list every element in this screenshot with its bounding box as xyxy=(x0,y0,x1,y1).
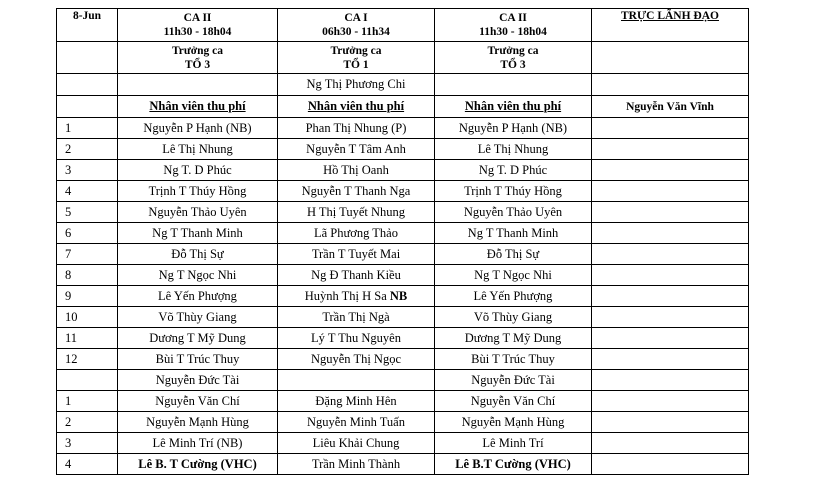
row-number: 8 xyxy=(57,265,118,286)
table-row xyxy=(57,328,749,349)
staff-col3: Lê Yến Phượng xyxy=(435,286,592,307)
staff-col1: Ng T Ngọc Nhi xyxy=(118,265,278,286)
table-row xyxy=(57,160,749,181)
leader-col-blank xyxy=(592,265,749,286)
staff-col2: Ng Đ Thanh Kiều xyxy=(278,265,435,286)
team-col3: Trưởng ca TỔ 3 xyxy=(435,42,592,74)
staff-col2: Đặng Minh Hên xyxy=(278,391,435,412)
leader-col-blank xyxy=(592,181,749,202)
table-row xyxy=(57,202,749,223)
row-number: 2 xyxy=(57,412,118,433)
leader-col-blank xyxy=(592,160,749,181)
leader-col-blank xyxy=(592,118,749,139)
team-row xyxy=(57,42,749,74)
row-number: 5 xyxy=(57,202,118,223)
subheader-col2: Nhân viên thu phí xyxy=(278,96,435,118)
staff-col1: Lê Yến Phượng xyxy=(118,286,278,307)
staff-col3: Trịnh T Thúy Hồng xyxy=(435,181,592,202)
table-row xyxy=(57,454,749,475)
leader-col-blank xyxy=(592,328,749,349)
staff-col3: Lê Thị Nhung xyxy=(435,139,592,160)
staff-col3: Lê B.T Cường (VHC) xyxy=(435,454,592,475)
staff-col3: Bùi T Trúc Thuy xyxy=(435,349,592,370)
staff-col1: Nguyễn Văn Chí xyxy=(118,391,278,412)
leader-name: Nguyễn Văn Vĩnh xyxy=(592,96,749,118)
separator-cell: Nguyễn Đức Tài xyxy=(435,370,592,391)
staff-col3: Nguyễn P Hạnh (NB) xyxy=(435,118,592,139)
row-number: 10 xyxy=(57,307,118,328)
table-row xyxy=(57,412,749,433)
staff-col3: Đỗ Thị Sự xyxy=(435,244,592,265)
row-number: 3 xyxy=(57,433,118,454)
table-row xyxy=(57,307,749,328)
staff-col2: Hồ Thị Oanh xyxy=(278,160,435,181)
table-row xyxy=(57,181,749,202)
staff-col1: Ng T. D Phúc xyxy=(118,160,278,181)
staff-col2: Huỳnh Thị H Sa NB xyxy=(278,286,435,307)
staff-col2: Nguyễn T Thanh Nga xyxy=(278,181,435,202)
table-row xyxy=(57,223,749,244)
subheader-col3: Nhân viên thu phí xyxy=(435,96,592,118)
separator-cell: Nguyễn Đức Tài xyxy=(118,370,278,391)
table-row xyxy=(57,244,749,265)
row-number: 2 xyxy=(57,139,118,160)
extra-name-row xyxy=(57,74,749,96)
leader-col-blank xyxy=(592,223,749,244)
table-row xyxy=(57,118,749,139)
row-number: 1 xyxy=(57,391,118,412)
staff-col3: Ng T Ngọc Nhi xyxy=(435,265,592,286)
staff-col3: Nguyễn Văn Chí xyxy=(435,391,592,412)
staff-col1: Lê Minh Trí (NB) xyxy=(118,433,278,454)
leader-col-blank xyxy=(592,139,749,160)
team-row-leader-blank xyxy=(592,42,749,74)
row-number: 4 xyxy=(57,454,118,475)
extra-name-col2: Ng Thị Phương Chi xyxy=(278,74,435,96)
leader-col-blank xyxy=(592,412,749,433)
row-number: 1 xyxy=(57,118,118,139)
shift-header-col3: CA II 11h30 - 18h04 xyxy=(435,9,592,42)
row-number: 7 xyxy=(57,244,118,265)
team-col2: Trưởng ca TỔ 1 xyxy=(278,42,435,74)
staff-col1: Lê B. T Cường (VHC) xyxy=(118,454,278,475)
row-number: 6 xyxy=(57,223,118,244)
separator-blank xyxy=(592,370,749,391)
staff-col2: Liêu Khải Chung xyxy=(278,433,435,454)
staff-col2: Phan Thị Nhung (P) xyxy=(278,118,435,139)
staff-col2: Trần T Tuyết Mai xyxy=(278,244,435,265)
leader-header: TRỰC LÃNH ĐẠO xyxy=(592,9,749,42)
staff-col1: Bùi T Trúc Thuy xyxy=(118,349,278,370)
team-col1: Trưởng ca TỔ 3 xyxy=(118,42,278,74)
subheader-row xyxy=(57,96,749,118)
staff-col1: Nguyễn Mạnh Hùng xyxy=(118,412,278,433)
staff-col1: Võ Thùy Giang xyxy=(118,307,278,328)
leader-col-blank xyxy=(592,202,749,223)
staff-col1: Lê Thị Nhung xyxy=(118,139,278,160)
leader-col-blank xyxy=(592,454,749,475)
date-cell: 8-Jun xyxy=(57,9,118,42)
header-row xyxy=(57,9,749,42)
shift-header-col2: CA I 06h30 - 11h34 xyxy=(278,9,435,42)
subheader-col1: Nhân viên thu phí xyxy=(118,96,278,118)
row-number: 12 xyxy=(57,349,118,370)
leader-col-blank xyxy=(592,286,749,307)
staff-col2: Nguyễn Thị Ngọc xyxy=(278,349,435,370)
staff-col3: Nguyễn Thảo Uyên xyxy=(435,202,592,223)
staff-col1: Nguyễn P Hạnh (NB) xyxy=(118,118,278,139)
staff-col2: Nguyễn T Tâm Anh xyxy=(278,139,435,160)
separator-blank xyxy=(57,370,118,391)
row-number: 3 xyxy=(57,160,118,181)
staff-col2: Trần Minh Thành xyxy=(278,454,435,475)
staff-col1: Nguyễn Thảo Uyên xyxy=(118,202,278,223)
leader-col-blank xyxy=(592,307,749,328)
leader-col-blank xyxy=(592,244,749,265)
separator-row xyxy=(57,370,749,391)
schedule-table xyxy=(56,8,749,475)
table-row xyxy=(57,349,749,370)
table-row xyxy=(57,286,749,307)
staff-col2: Trần Thị Ngà xyxy=(278,307,435,328)
staff-col1: Trịnh T Thúy Hồng xyxy=(118,181,278,202)
row-number: 4 xyxy=(57,181,118,202)
staff-col2: H Thị Tuyết Nhung xyxy=(278,202,435,223)
staff-col1: Ng T Thanh Minh xyxy=(118,223,278,244)
table-row xyxy=(57,391,749,412)
staff-col2: Lý T Thu Nguyên xyxy=(278,328,435,349)
table-row xyxy=(57,265,749,286)
staff-col3: Ng T. D Phúc xyxy=(435,160,592,181)
shift-header-col1: CA II 11h30 - 18h04 xyxy=(118,9,278,42)
table-row xyxy=(57,433,749,454)
leader-col-blank xyxy=(592,433,749,454)
staff-col1: Đỗ Thị Sự xyxy=(118,244,278,265)
team-row-blank xyxy=(57,42,118,74)
row-number: 11 xyxy=(57,328,118,349)
staff-col1: Dương T Mỹ Dung xyxy=(118,328,278,349)
leader-col-blank xyxy=(592,391,749,412)
staff-col3: Ng T Thanh Minh xyxy=(435,223,592,244)
staff-col3: Lê Minh Trí xyxy=(435,433,592,454)
staff-col3: Dương T Mỹ Dung xyxy=(435,328,592,349)
separator-blank xyxy=(278,370,435,391)
staff-col3: Võ Thùy Giang xyxy=(435,307,592,328)
nb-mark: NB xyxy=(389,288,408,303)
table-row xyxy=(57,139,749,160)
leader-col-blank xyxy=(592,349,749,370)
row-number: 9 xyxy=(57,286,118,307)
staff-col3: Nguyễn Mạnh Hùng xyxy=(435,412,592,433)
staff-col2: Lã Phương Thảo xyxy=(278,223,435,244)
staff-col2: Nguyễn Minh Tuấn xyxy=(278,412,435,433)
